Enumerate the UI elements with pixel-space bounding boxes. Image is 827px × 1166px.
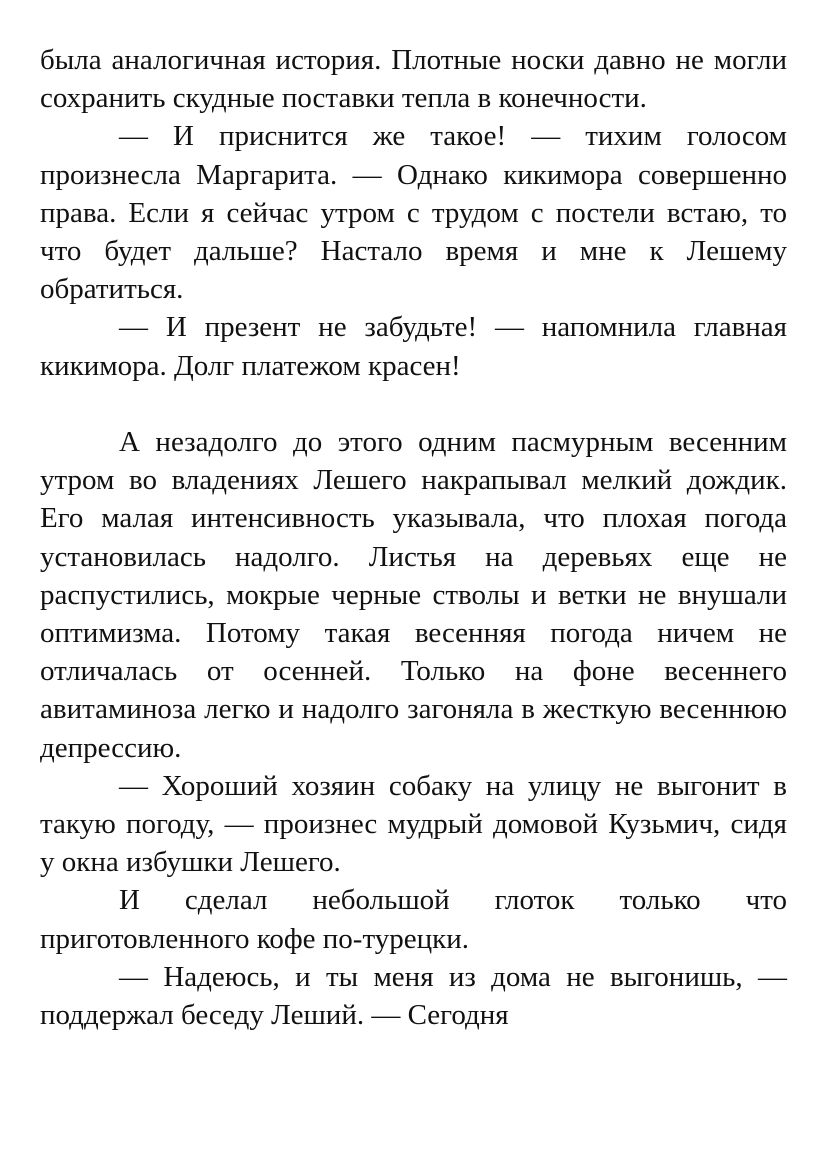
section-break bbox=[40, 385, 787, 423]
paragraph-3: — И презент не забудьте! — напомнила главная кикимора. Долг платежом красен! bbox=[40, 311, 787, 382]
paragraph-7: — Надеюсь, и ты меня из дома не выгонишь, — поддержал беседу Леший. — Сегодня bbox=[40, 960, 787, 1032]
paragraph-2: — И приснится же такое! — тихим голосом произнесла Маргарита. — Однако кикимора совершенно права. Если я сейчас утром с трудом с постели встаю, то что будет дальше? Настало время и мне к Лешему обратиться. bbox=[40, 120, 787, 306]
paragraph-4: А незадолго до этого одним пасмурным весенним утром во владениях Лешего накрапывал мелкий дождик. Его малая интенсивность указывала, что плохая погода установилась надолго. Листья на деревьях еще не распустились, мокрые черные стволы и ветки не внушали оптимизма. Потому такая весенняя погода ничем не отличалась от осенней. Только на фоне весеннего авитаминоза легко и надолго загоняла в жесткую весеннюю депрессию. bbox=[40, 426, 787, 764]
paragraph-6: И сделал небольшой глоток только что приготовленного кофе по-турецки. bbox=[40, 884, 787, 955]
paragraph-1: была аналогичная история. Плотные носки давно не могли сохранить скудные поставки тепла в конечности. bbox=[40, 44, 787, 115]
paragraph-5: — Хороший хозяин собаку на улицу не выгонит в такую погоду, — произнес мудрый домовой Кузьмич, сидя у окна избушки Лешего. bbox=[40, 769, 787, 879]
